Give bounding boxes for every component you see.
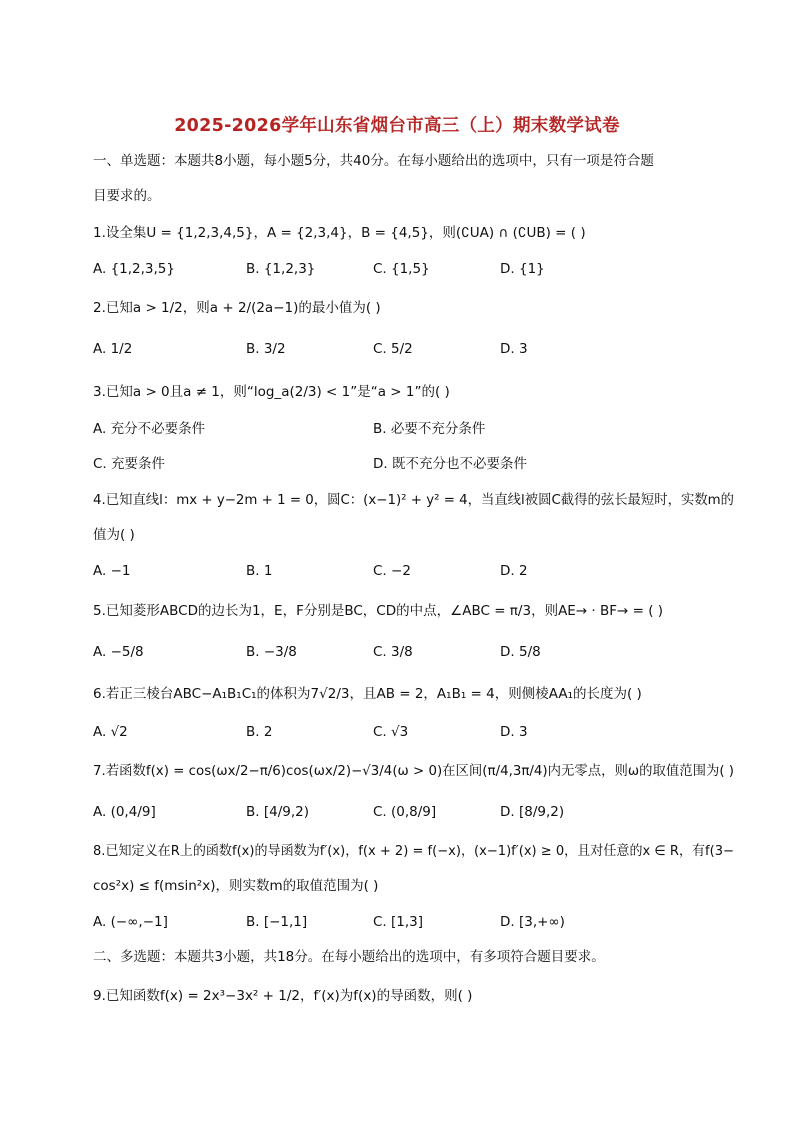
question-6-option-b: B. 2 xyxy=(246,724,273,740)
question-3-option-b: B. 必要不充分条件 xyxy=(373,421,486,437)
question-3-option-d: D. 既不充分也不必要条件 xyxy=(373,456,527,472)
question-1-option-d: D. {1} xyxy=(500,261,545,277)
question-2-option-a: A. 1/2 xyxy=(93,341,133,357)
question-4-option-c: C. −2 xyxy=(373,563,411,579)
question-2-option-c: C. 5/2 xyxy=(373,341,413,357)
question-1-stem: 1.设全集U = {1,2,3,4,5}，A = {2,3,4}，B = {4,5}，则(∁UA) ∩ (∁UB) = ( ) xyxy=(93,225,586,241)
section-1-instructions-line-1: 一、单选题：本题共8小题，每小题5分，共40分。在每小题给出的选项中，只有一项是符合题 xyxy=(93,153,654,169)
question-7-option-c: C. (0,8/9] xyxy=(373,804,437,820)
question-2-option-d: D. 3 xyxy=(500,341,528,357)
exam-title: 2025-2026学年山东省烟台市高三（上）期末数学试卷 xyxy=(174,116,620,136)
question-1-option-b: B. {1,2,3} xyxy=(246,261,316,277)
section-2-instructions: 二、多选题：本题共3小题，共18分。在每小题给出的选项中，有多项符合题目要求。 xyxy=(93,949,605,965)
question-3-option-a: A. 充分不必要条件 xyxy=(93,421,206,437)
question-4-option-d: D. 2 xyxy=(500,563,528,579)
question-8-option-b: B. [−1,1] xyxy=(246,914,308,930)
question-6-stem: 6.若正三棱台ABC−A₁B₁C₁的体积为7√2/3，且AB = 2，A₁B₁ = 4，则侧棱AA₁的长度为( ) xyxy=(93,686,642,702)
question-8-stem-line-1: 8.已知定义在R上的函数f(x)的导函数为f′(x)，f(x + 2) = f(−x)，(x−1)f′(x) ≥ 0，且对任意的x ∈ R，有f(3− xyxy=(93,843,734,859)
question-6-option-c: C. √3 xyxy=(373,724,409,740)
question-8-option-c: C. [1,3] xyxy=(373,914,424,930)
question-4-option-b: B. 1 xyxy=(246,563,273,579)
question-8-stem-line-2: cos²x) ≤ f(msin²x)，则实数m的取值范围为( ) xyxy=(93,878,379,894)
question-5-option-b: B. −3/8 xyxy=(246,644,297,660)
question-5-option-d: D. 5/8 xyxy=(500,644,541,660)
question-5-stem: 5.已知菱形ABCD的边长为1，E，F分别是BC，CD的中点，∠ABC = π/3，则AE→ · BF→ = ( ) xyxy=(93,603,664,619)
question-8-option-d: D. [3,+∞) xyxy=(500,914,565,930)
question-9-stem: 9.已知函数f(x) = 2x³−3x² + 1/2，f′(x)为f(x)的导函数，则( ) xyxy=(93,988,473,1004)
question-4-stem-line-1: 4.已知直线l：mx + y−2m + 1 = 0，圆C：(x−1)² + y² = 4，当直线l被圆C截得的弦长最短时，实数m的 xyxy=(93,492,735,508)
question-1-option-c: C. {1,5} xyxy=(373,261,430,277)
section-1-instructions-line-2: 目要求的。 xyxy=(93,188,161,204)
question-6-option-d: D. 3 xyxy=(500,724,528,740)
question-7-option-d: D. [8/9,2) xyxy=(500,804,565,820)
question-7-option-b: B. [4/9,2) xyxy=(246,804,309,820)
question-2-option-b: B. 3/2 xyxy=(246,341,286,357)
question-4-option-a: A. −1 xyxy=(93,563,131,579)
question-1-option-a: A. {1,2,3,5} xyxy=(93,261,175,277)
question-8-option-a: A. (−∞,−1] xyxy=(93,914,168,930)
question-4-stem-line-2: 值为( ) xyxy=(93,527,135,543)
question-6-option-a: A. √2 xyxy=(93,724,128,740)
question-2-stem: 2.已知a > 1/2，则a + 2/(2a−1)的最小值为( ) xyxy=(93,300,381,316)
question-7-option-a: A. (0,4/9] xyxy=(93,804,156,820)
question-7-stem: 7.若函数f(x) = cos(ωx/2−π/6)cos(ωx/2)−√3/4(ω > 0)在区间(π/4,3π/4)内无零点，则ω的取值范围为( ) xyxy=(93,763,735,779)
question-3-option-c: C. 充要条件 xyxy=(93,456,166,472)
question-5-option-c: C. 3/8 xyxy=(373,644,413,660)
question-3-stem: 3.已知a > 0且a ≠ 1，则“log_a(2/3) < 1”是“a > 1”的( ) xyxy=(93,384,450,400)
question-5-option-a: A. −5/8 xyxy=(93,644,144,660)
